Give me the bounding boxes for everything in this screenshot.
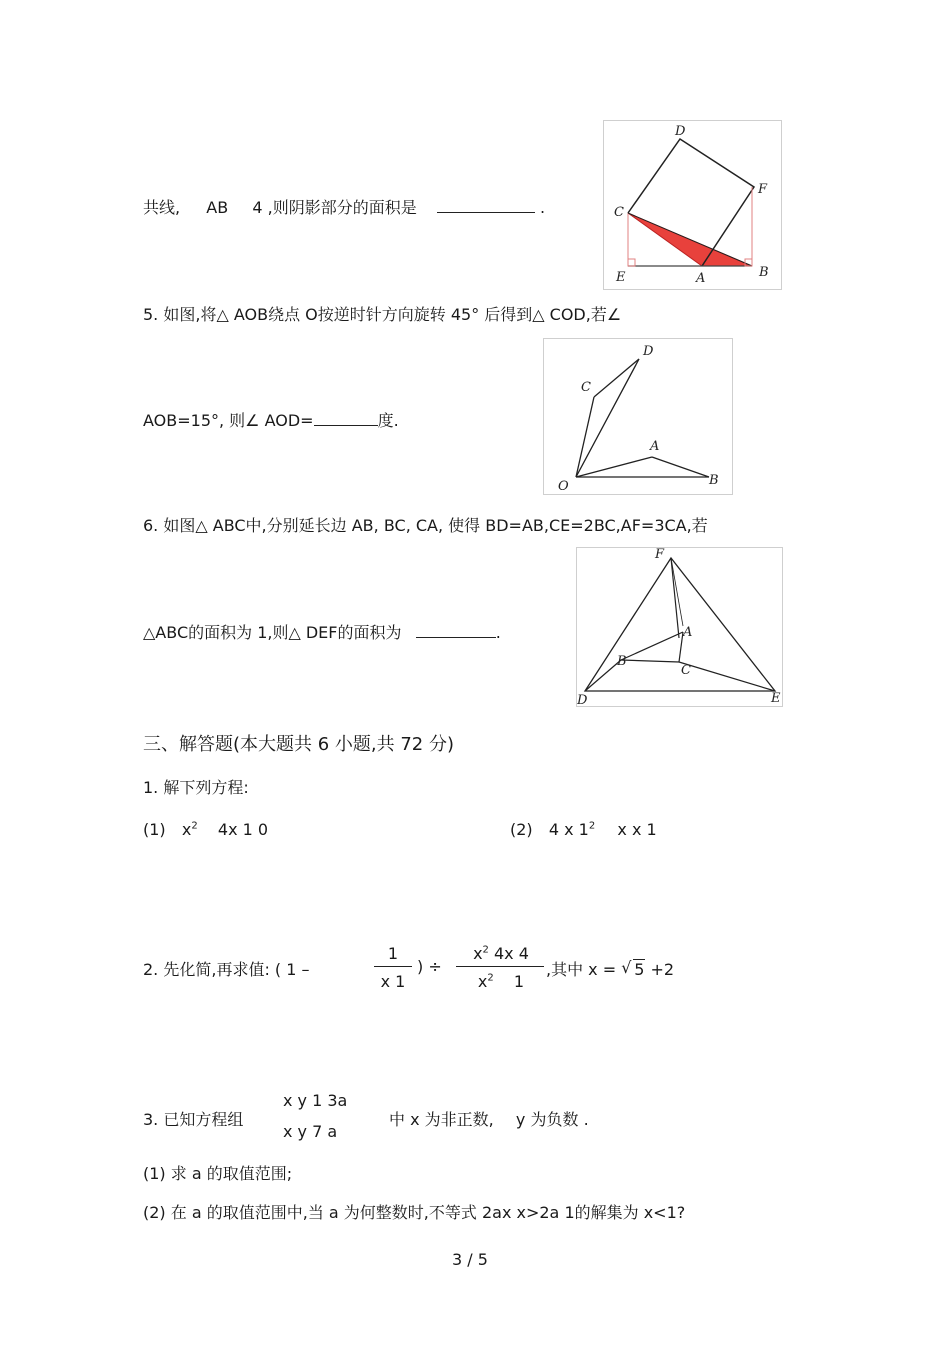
q6-end: . bbox=[495, 623, 501, 642]
s2-frac1-bar bbox=[374, 966, 412, 967]
q4-figure bbox=[603, 120, 782, 290]
q4-answer-blank[interactable] bbox=[437, 196, 535, 213]
s1-part1-rest: 4x 1 0 bbox=[217, 820, 269, 839]
s2-frac2-num-rest: 4x 4 bbox=[494, 944, 529, 963]
q5-line2-end: 度. bbox=[377, 411, 399, 430]
q4-label-f: F bbox=[758, 182, 768, 197]
q6-label-f: F bbox=[655, 548, 665, 562]
s1-part2-lhs: 4 x 1 bbox=[548, 820, 589, 839]
s3-tail-a: 中 x 为非正数, bbox=[389, 1110, 494, 1129]
s2-lead: 2. 先化简,再求值: ( 1 – bbox=[143, 960, 310, 979]
s2-frac2-den-x: x bbox=[477, 972, 488, 991]
q5-line2-text: AOB=15°, 则∠ AOD= bbox=[143, 411, 314, 430]
s2-frac2-bar bbox=[456, 966, 544, 967]
q4-label-d: D bbox=[675, 124, 686, 139]
q6-figure bbox=[576, 547, 783, 707]
q5-line2 bbox=[143, 408, 399, 431]
q4-four: 4 bbox=[252, 198, 263, 217]
q4-rest: ,则阴影部分的面积是 bbox=[267, 198, 417, 217]
q6-answer-blank[interactable] bbox=[416, 621, 496, 638]
s2-frac2-den-exp: 2 bbox=[487, 972, 494, 984]
s2-frac2-num-exp: 2 bbox=[482, 944, 489, 956]
s3-lead: 3. 已知方程组 bbox=[143, 1110, 244, 1129]
q5-figure-svg bbox=[544, 339, 732, 494]
q6-label-b: B bbox=[617, 654, 627, 669]
s3-part1: (1) 求 a 的取值范围; bbox=[143, 1164, 293, 1183]
s1-part1 bbox=[143, 820, 268, 839]
s1-part1-exp: 2 bbox=[191, 820, 198, 832]
s2-frac2-num bbox=[456, 944, 546, 963]
s2-frac2-num-x: x bbox=[473, 944, 483, 963]
q5-line1: 5. 如图,将△ AOB绕点 O按逆时针方向旋转 45° 后得到△ COD,若∠ bbox=[143, 305, 622, 324]
s1-part2 bbox=[510, 820, 657, 839]
s3-eq1: x y 1 3a bbox=[283, 1091, 348, 1110]
s2-frac2-den-rest: 1 bbox=[513, 972, 525, 991]
s1-part2-rhs: x x 1 bbox=[617, 820, 657, 839]
s3-tail bbox=[389, 1107, 589, 1130]
q6-figure-svg bbox=[577, 548, 782, 706]
s2-tail-text: ,其中 x = bbox=[546, 960, 617, 979]
q4-line bbox=[143, 195, 545, 218]
q5-label-c: C bbox=[581, 380, 591, 395]
q5-answer-blank[interactable] bbox=[314, 409, 378, 426]
q5-label-a: A bbox=[650, 439, 660, 454]
s2-tail-end: +2 bbox=[650, 960, 675, 979]
q6-label-d: D bbox=[577, 693, 588, 706]
section-title: 三、解答题(本大题共 6 小题,共 72 分) bbox=[143, 734, 455, 755]
q4-ab: AB bbox=[206, 198, 229, 217]
s3-part2: (2) 在 a 的取值范围中,当 a 为何整数时,不等式 2ax x>2a 1的解集为 x<1? bbox=[143, 1203, 686, 1222]
s1-part1-x: x bbox=[181, 820, 192, 839]
q5-label-o: O bbox=[558, 479, 569, 494]
q4-prefix: 共线, bbox=[143, 198, 181, 217]
q4-end: . bbox=[540, 198, 546, 217]
s3-tail-b: y 为负数 . bbox=[515, 1110, 589, 1129]
s1-title: 1. 解下列方程: bbox=[143, 778, 249, 797]
q6-line2-text: △ABC的面积为 1,则△ DEF的面积为 bbox=[143, 623, 402, 642]
s1-part2-label: (2) bbox=[510, 820, 533, 839]
q6-label-c: C bbox=[681, 663, 691, 678]
q4-figure-svg bbox=[604, 121, 781, 289]
s2-frac2-den bbox=[456, 972, 546, 991]
q4-label-a: A bbox=[696, 271, 706, 286]
q6-label-a: A bbox=[683, 625, 693, 640]
s1-part1-label: (1) bbox=[143, 820, 166, 839]
q4-label-c: C bbox=[614, 205, 624, 220]
s2-sqrt-arg: 5 bbox=[634, 960, 645, 979]
sqrt-icon: √ bbox=[621, 958, 632, 977]
s2-div: ) ÷ bbox=[417, 957, 442, 976]
q4-label-e: E bbox=[616, 270, 626, 285]
q5-label-d: D bbox=[643, 344, 654, 359]
s2-tail bbox=[546, 957, 674, 980]
page-number: 3 / 5 bbox=[452, 1250, 488, 1269]
s1-part2-exp: 2 bbox=[588, 820, 596, 832]
q6-line1: 6. 如图△ ABC中,分别延长边 AB, BC, CA, 使得 BD=AB,CE=2BC,AF=3CA,若 bbox=[143, 516, 708, 535]
s3-eq2: x y 7 a bbox=[283, 1122, 338, 1141]
q5-label-b: B bbox=[709, 473, 719, 488]
q6-label-e: E bbox=[771, 691, 781, 706]
s2-sqrt bbox=[621, 960, 645, 979]
q5-figure bbox=[543, 338, 733, 495]
q4-label-b: B bbox=[759, 265, 769, 280]
q6-line2 bbox=[143, 620, 501, 643]
s2-frac1-den: x 1 bbox=[380, 972, 406, 991]
s2-frac1-num: 1 bbox=[387, 944, 399, 963]
